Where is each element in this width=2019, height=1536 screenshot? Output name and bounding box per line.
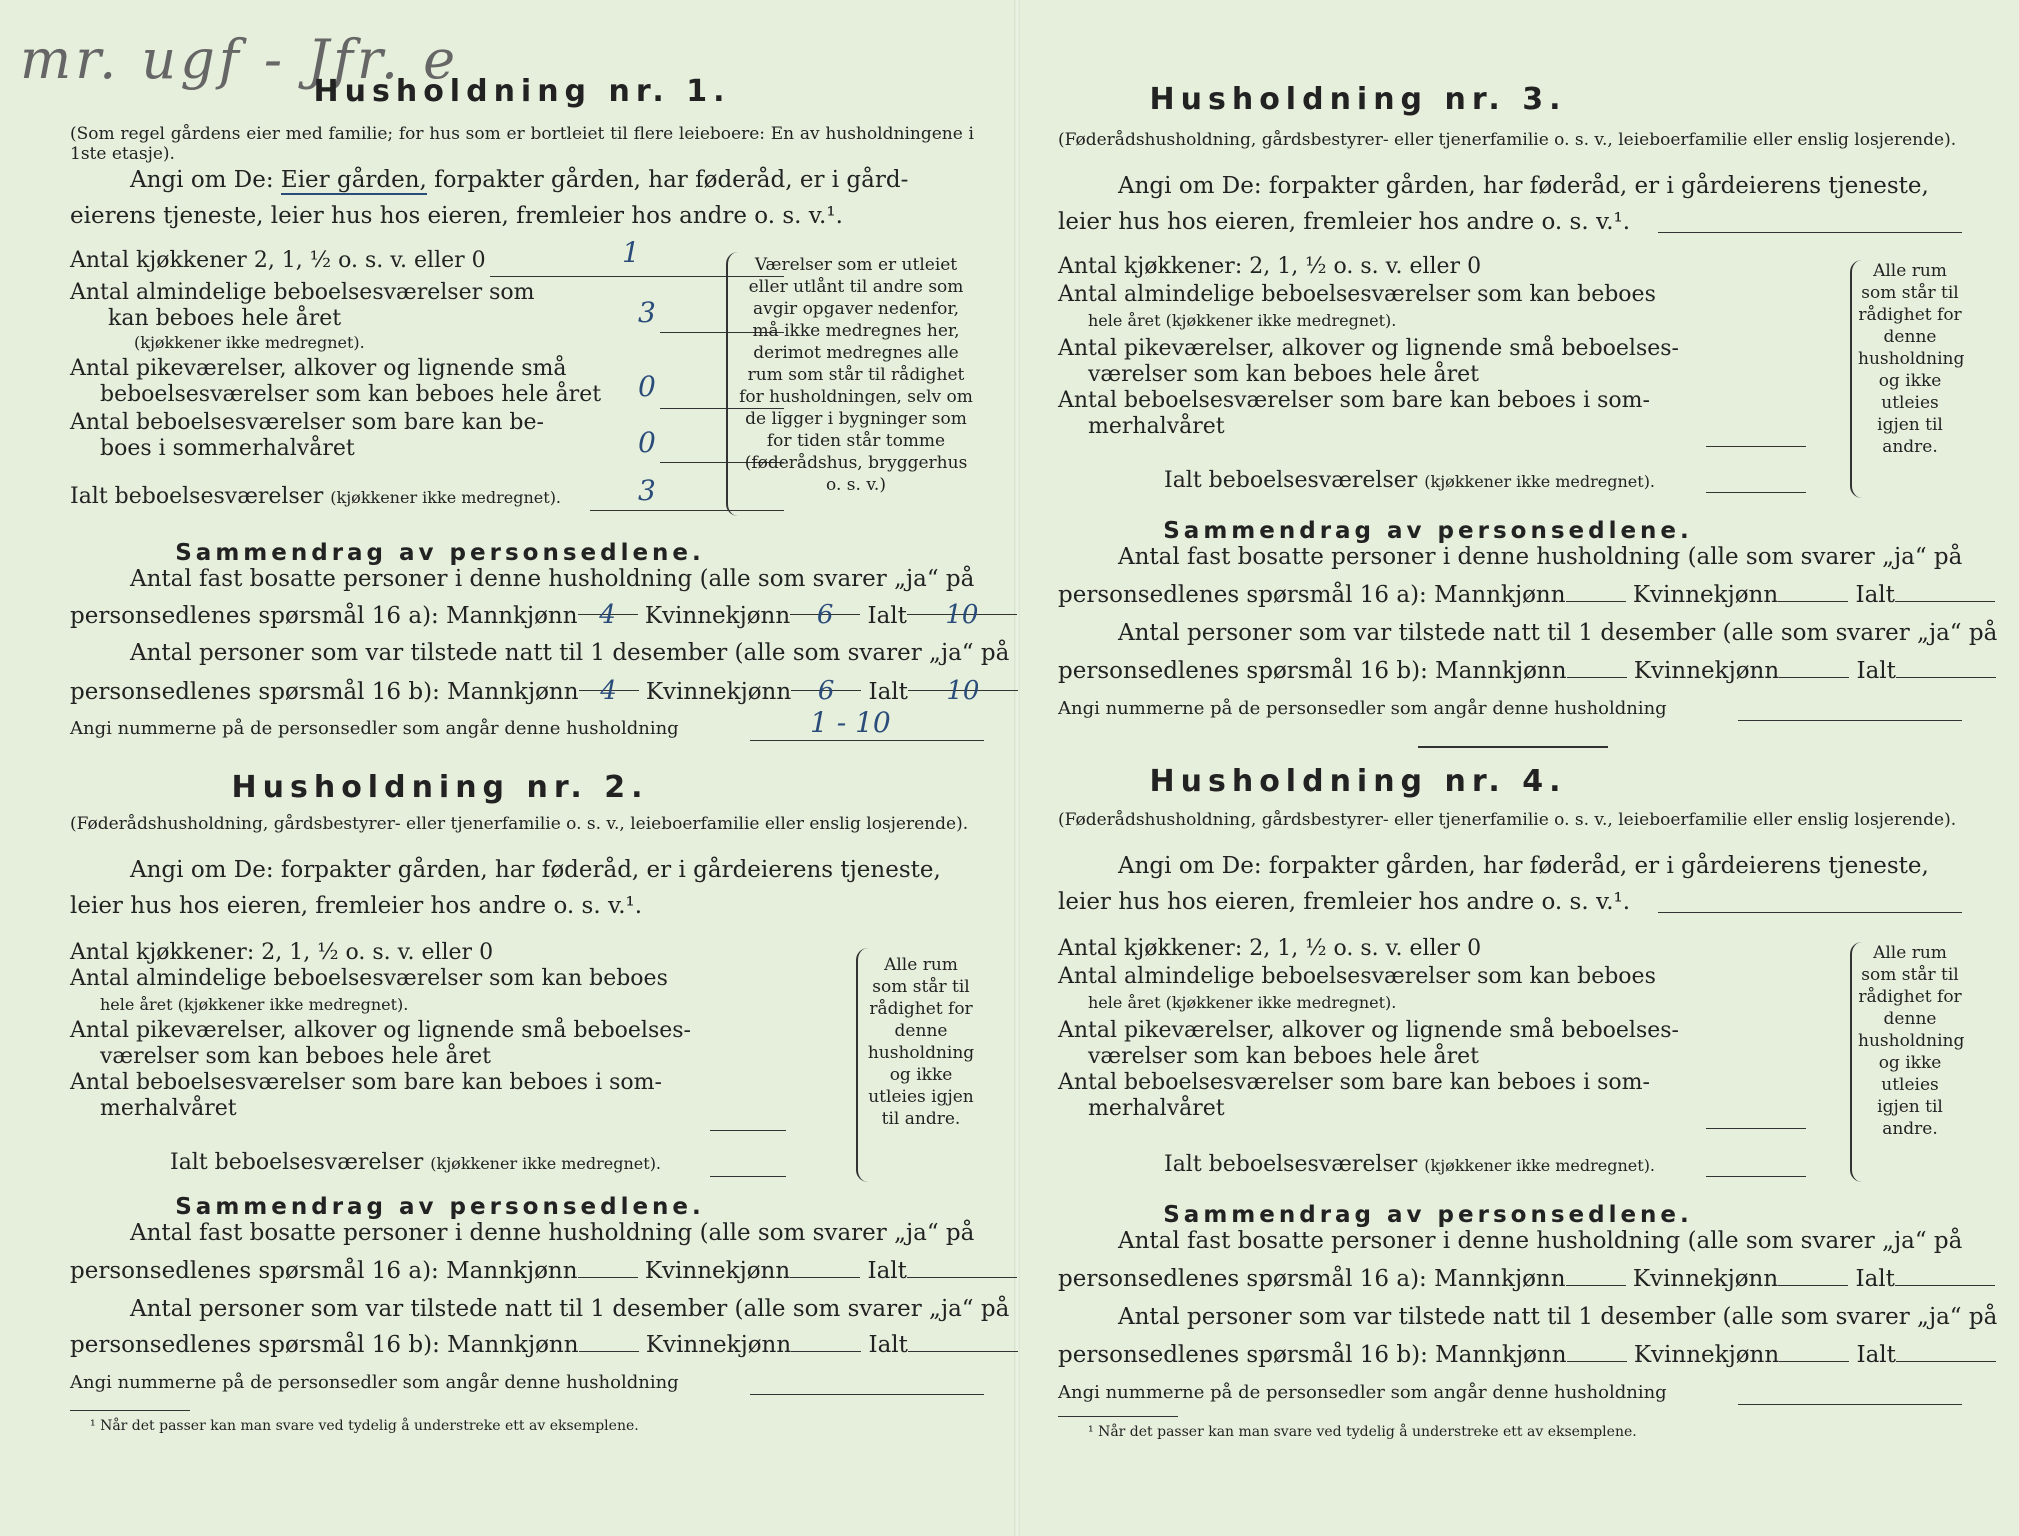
- mann-label: personsedlenes spørsmål 16 b): Mannkjønn: [1058, 1342, 1567, 1368]
- ialt-answer-line: [590, 510, 784, 511]
- pike-value[interactable]: 0: [638, 370, 656, 403]
- left-column: [70, 74, 1010, 1434]
- h4-ialt-line: [1706, 1176, 1806, 1177]
- ialt-value[interactable]: 3: [638, 474, 656, 507]
- angi-label: Angi om De:: [130, 167, 274, 193]
- h2-row-kjokkener: Antal kjøkkener: 2, 1, ½ o. s. v. eller 0: [70, 940, 494, 965]
- angi-options: forpakter gården, har føderåd, er i gård-: [434, 167, 909, 193]
- h2-angi-nummerne: Angi nummerne på de personsedler som angår denne husholdning: [70, 1372, 679, 1393]
- household-3-angi-line2: leier hus hos eieren, fremleier hos andre o. s. v.¹.: [1058, 209, 1631, 235]
- household-3-note: Alle rum som står til rådighet for denne husholdning og ikke utleies igjen til andre.: [1858, 261, 1965, 457]
- household-1-note: Værelser som er utleiet eller utlånt til andre som avgir opgaver nedenfor, må ikke medregnes her, derimot medregnes alle rum som står til rådighet for husholdningen, selv om de ligger i bygninger som for tiden står tomme (føderådshus, bryggerhus o. s. v.): [739, 255, 973, 495]
- h2-row-pike-1: Antal pikeværelser, alkover og lignende små beboelses-: [70, 1018, 691, 1043]
- ialt-label: Ialt: [867, 1258, 907, 1284]
- h4-row-somm-1: Antal beboelsesværelser som bare kan beboes i som-: [1058, 1070, 1650, 1095]
- footnote: ¹ Når det passer kan man svare ved tydelig å understreke ett av eksemplene.: [90, 1418, 639, 1434]
- footnote-rule: [70, 1410, 190, 1411]
- h3-row-pike-2: værelser som kan beboes hele året: [1088, 362, 1479, 387]
- kvinne-value: 6: [817, 676, 835, 706]
- household-3-angi-line1: Angi om De: forpakter gården, har føderåd, er i gårdeierens tjeneste,: [1118, 173, 1929, 199]
- ialt-field[interactable]: [1895, 1267, 1995, 1286]
- household-1-summary-title: Sammendrag av personsedlene.: [175, 540, 705, 566]
- h2-sum-line1: Antal fast bosatte personer i denne husholdning (alle som svarer „ja“ på: [130, 1220, 975, 1246]
- mann-field[interactable]: [1567, 1343, 1627, 1362]
- h3-ialt-line: [1706, 492, 1806, 493]
- h1-angi-nummerne: Angi nummerne på de personsedler som angår denne husholdning: [70, 718, 679, 739]
- h2-row-somm-2: merhalvåret: [100, 1096, 237, 1121]
- h3-row-somm-2: merhalvåret: [1088, 414, 1225, 439]
- ialt-note: (kjøkkener ikke medregnet).: [430, 1154, 662, 1173]
- household-4: [1058, 764, 1998, 1524]
- h3-row-alm-1: Antal almindelige beboelsesværelser som kan beboes: [1058, 282, 1656, 307]
- h3-h4-separator: [1418, 746, 1608, 748]
- mann-label: personsedlenes spørsmål 16 a): Mannkjønn: [1058, 1266, 1566, 1292]
- right-column: [1058, 82, 1998, 1440]
- row-ialt: [70, 484, 561, 510]
- household-2: [70, 770, 1010, 1530]
- ialt-note: (kjøkkener ikke medregnet).: [330, 488, 562, 507]
- household-4-note: Alle rum som står til rådighet for denne husholdning og ikke utleies igjen til andre.: [1858, 943, 1965, 1139]
- h2-nummerne-line: [750, 1394, 984, 1395]
- mann-label: personsedlenes spørsmål 16 b): Mannkjønn: [70, 679, 579, 705]
- ialt-label: Ialt beboelsesværelser: [70, 484, 324, 509]
- h4-row-alm-2: hele året (kjøkkener ikke medregnet).: [1088, 993, 1397, 1012]
- household-1-intro: (Som regel gårdens eier med familie; for hus som er bortleiet til flere leieboere: En av husholdningene i 1ste etasje).: [70, 124, 974, 164]
- kvinne-label: Kvinnekjønn: [644, 1258, 791, 1284]
- h2-row-pike-2: værelser som kan beboes hele året: [100, 1044, 491, 1069]
- household-2-note: Alle rum som står til rådighet for denne husholdning og ikke utleies igjen til andre.: [867, 955, 975, 1129]
- h2-row-ialt: [170, 1150, 661, 1176]
- row-somm-2: boes i sommerhalvåret: [100, 436, 355, 461]
- ialt-label: Ialt: [868, 1332, 908, 1358]
- row-pike-2: beboelsesværelser som kan beboes hele året: [100, 382, 602, 407]
- household-4-intro: (Føderådshusholdning, gårdsbestyrer- eller tjenerfamilie o. s. v., leieboerfamilie eller enslig losjerende).: [1058, 810, 1957, 830]
- ialt-label: Ialt beboelsesværelser: [1164, 468, 1418, 493]
- mann-value: 4: [599, 600, 616, 630]
- kvinne-label: Kvinnekjønn: [1633, 658, 1780, 684]
- kvinne-value: 6: [816, 600, 834, 630]
- mann-label: personsedlenes spørsmål 16 b): Mannkjønn: [1058, 658, 1567, 684]
- ialt-label: Ialt: [1855, 582, 1895, 608]
- h4-row-ialt: [1164, 1152, 1655, 1178]
- h3-sum-line1: Antal fast bosatte personer i denne husholdning (alle som svarer „ja“ på: [1118, 544, 1963, 570]
- household-4-angi-line2: leier hus hos eieren, fremleier hos andre o. s. v.¹.: [1058, 889, 1631, 915]
- household-2-title: Husholdning nr. 2.: [231, 770, 649, 805]
- household-1-angi-line1: [130, 162, 908, 198]
- ialt-field[interactable]: [908, 1333, 1018, 1352]
- ialt-label: Ialt beboelsesværelser: [1164, 1152, 1418, 1177]
- h2-ialt-line: [710, 1176, 786, 1177]
- h3-row-alm-2: hele året (kjøkkener ikke medregnet).: [1088, 311, 1397, 330]
- h2-row-alm-1: Antal almindelige beboelsesværelser som kan beboes: [70, 966, 668, 991]
- h4-sum-line1: Antal fast bosatte personer i denne husholdning (alle som svarer „ja“ på: [1118, 1228, 1963, 1254]
- ialt-label: Ialt: [1856, 658, 1896, 684]
- mann-field[interactable]: [578, 1259, 638, 1278]
- ialt-label: Ialt: [867, 603, 907, 629]
- household-4-angi-line1: Angi om De: forpakter gården, har føderåd, er i gårdeierens tjeneste,: [1118, 853, 1929, 879]
- nummerne-line: [750, 740, 984, 741]
- household-3: [1058, 82, 1998, 742]
- h2-sum-line2: [70, 1252, 1017, 1290]
- household-2-angi-line2: leier hus hos eieren, fremleier hos andre o. s. v.¹.: [70, 893, 643, 919]
- h4-row-somm-2: merhalvåret: [1088, 1096, 1225, 1121]
- eier-option-underlined[interactable]: Eier gården,: [280, 167, 427, 193]
- ialt-field[interactable]: [1895, 583, 1995, 602]
- kvinne-field[interactable]: [790, 596, 860, 630]
- ialt-note: (kjøkkener ikke medregnet).: [1424, 1156, 1656, 1175]
- row-somm-1: Antal beboelsesværelser som bare kan be-: [70, 410, 544, 435]
- ialt-label: Ialt: [868, 679, 908, 705]
- kvinne-label: Kvinnekjønn: [644, 603, 791, 629]
- h1-sum-line2: [70, 596, 1017, 635]
- h4-sum-line3: Antal personer som var tilstede natt til 1 desember (alle som svarer „ja“ på: [1118, 1304, 1998, 1330]
- page-fold: [1014, 0, 1020, 1536]
- household-2-summary-title: Sammendrag av personsedlene.: [175, 1194, 705, 1220]
- row-pike-1: Antal pikeværelser, alkover og lignende små: [70, 356, 567, 381]
- h2-somm-line: [710, 1130, 786, 1131]
- h2-row-somm-1: Antal beboelsesværelser som bare kan beboes i som-: [70, 1070, 662, 1095]
- alm-value[interactable]: 3: [638, 296, 656, 329]
- h4-angi-line: [1658, 912, 1962, 913]
- household-1: [70, 74, 1010, 739]
- h3-row-ialt: [1164, 468, 1655, 494]
- ialt-value: 10: [946, 676, 980, 706]
- h4-sum-line4: [1058, 1336, 1996, 1374]
- h4-row-pike-1: Antal pikeværelser, alkover og lignende små beboelses-: [1058, 1018, 1679, 1043]
- mann-label: personsedlenes spørsmål 16 a): Mannkjønn: [70, 603, 578, 629]
- h4-angi-nummerne: Angi nummerne på de personsedler som angår denne husholdning: [1058, 1382, 1667, 1403]
- household-2-intro: (Føderådshusholdning, gårdsbestyrer- eller tjenerfamilie o. s. v., leieboerfamilie eller enslig losjerende).: [70, 814, 969, 834]
- mann-field[interactable]: [579, 1333, 639, 1352]
- somm-value[interactable]: 0: [638, 426, 656, 459]
- h3-row-pike-1: Antal pikeværelser, alkover og lignende små beboelses-: [1058, 336, 1679, 361]
- row-alm-3: (kjøkkener ikke medregnet).: [134, 333, 365, 352]
- h4-nummerne-line: [1738, 1404, 1962, 1405]
- h1-sum-line3: Antal personer som var tilstede natt til 1 desember (alle som svarer „ja“ på: [130, 640, 1010, 666]
- ialt-label: Ialt beboelsesværelser: [170, 1150, 424, 1175]
- h4-row-kjokkener: Antal kjøkkener: 2, 1, ½ o. s. v. eller 0: [1058, 936, 1482, 961]
- h3-angi-nummerne: Angi nummerne på de personsedler som angår denne husholdning: [1058, 698, 1667, 719]
- footnote: ¹ Når det passer kan man svare ved tydelig å understreke ett av eksemplene.: [1088, 1424, 1637, 1440]
- footnote-rule: [1058, 1416, 1178, 1417]
- kvinne-label: Kvinnekjønn: [1632, 582, 1779, 608]
- mann-label: personsedlenes spørsmål 16 b): Mannkjønn: [70, 1332, 579, 1358]
- h3-row-kjokkener: Antal kjøkkener: 2, 1, ½ o. s. v. eller 0: [1058, 254, 1482, 279]
- handwritten-annotation: mr. ugf - Jfr. e: [20, 28, 460, 91]
- kvinne-field[interactable]: [1779, 1343, 1849, 1362]
- ialt-field[interactable]: [1896, 1343, 1996, 1362]
- household-3-title: Husholdning nr. 3.: [1149, 82, 1567, 117]
- ialt-label: Ialt: [1856, 1342, 1896, 1368]
- mann-field[interactable]: [578, 596, 638, 630]
- mann-field[interactable]: [579, 672, 639, 706]
- h4-sum-line2: [1058, 1260, 1995, 1298]
- household-1-title: Husholdning nr. 1.: [313, 74, 731, 109]
- ialt-label: Ialt: [1855, 1266, 1895, 1292]
- kvinne-field[interactable]: [1778, 583, 1848, 602]
- h1-sum-line1: Antal fast bosatte personer i denne husholdning (alle som svarer „ja“ på: [130, 566, 975, 592]
- row-alm-2: kan beboes hele året: [108, 306, 342, 331]
- ialt-field[interactable]: [907, 1259, 1017, 1278]
- kvinne-field[interactable]: [1778, 1267, 1848, 1286]
- h3-sum-line3: Antal personer som var tilstede natt til 1 desember (alle som svarer „ja“ på: [1118, 620, 1998, 646]
- row-alm-1: Antal almindelige beboelsesværelser som: [70, 280, 535, 305]
- household-4-summary-title: Sammendrag av personsedlene.: [1163, 1202, 1693, 1228]
- kvinne-label: Kvinnekjønn: [1632, 1266, 1779, 1292]
- kvinne-field[interactable]: [790, 1259, 860, 1278]
- ialt-value: 10: [945, 600, 979, 630]
- h2-sum-line3: Antal personer som var tilstede natt til 1 desember (alle som svarer „ja“ på: [130, 1296, 1010, 1322]
- kvinne-field[interactable]: [791, 672, 861, 706]
- h3-angi-line: [1658, 232, 1962, 233]
- h4-row-pike-2: værelser som kan beboes hele året: [1088, 1044, 1479, 1069]
- h3-nummerne-line: [1738, 720, 1962, 721]
- h2-sum-line4: [70, 1326, 1018, 1364]
- ialt-field[interactable]: [907, 596, 1017, 630]
- household-3-summary-title: Sammendrag av personsedlene.: [1163, 518, 1693, 544]
- h4-somm-line: [1706, 1128, 1806, 1129]
- household-1-angi-line2: eierens tjeneste, leier hus hos eieren, fremleier hos andre o. s. v.¹.: [70, 203, 843, 229]
- household-3-intro: (Føderådshusholdning, gårdsbestyrer- eller tjenerfamilie o. s. v., leieboerfamilie eller enslig losjerende).: [1058, 130, 1957, 150]
- ialt-field[interactable]: [908, 672, 1018, 706]
- mann-field[interactable]: [1566, 583, 1626, 602]
- household-4-title: Husholdning nr. 4.: [1149, 764, 1567, 799]
- mann-field[interactable]: [1567, 659, 1627, 678]
- kvinne-field[interactable]: [791, 1333, 861, 1352]
- kvinne-label: Kvinnekjønn: [1633, 1342, 1780, 1368]
- h3-row-somm-1: Antal beboelsesværelser som bare kan beboes i som-: [1058, 388, 1650, 413]
- kvinne-field[interactable]: [1779, 659, 1849, 678]
- h4-row-alm-1: Antal almindelige beboelsesværelser som kan beboes: [1058, 964, 1656, 989]
- h3-sum-line2: [1058, 576, 1995, 614]
- nummerne-value[interactable]: 1 - 10: [810, 706, 891, 739]
- kvinne-label: Kvinnekjønn: [645, 1332, 792, 1358]
- mann-label: personsedlenes spørsmål 16 a): Mannkjønn: [70, 1258, 578, 1284]
- note-bracket: [726, 252, 738, 516]
- kjokkener-value[interactable]: 1: [622, 236, 640, 269]
- ialt-note: (kjøkkener ikke medregnet).: [1424, 472, 1656, 491]
- mann-field[interactable]: [1566, 1267, 1626, 1286]
- mann-label: personsedlenes spørsmål 16 a): Mannkjønn: [1058, 582, 1566, 608]
- h3-sum-line4: [1058, 652, 1996, 690]
- h2-row-alm-2: hele året (kjøkkener ikke medregnet).: [100, 995, 409, 1014]
- mann-value: 4: [600, 676, 617, 706]
- row-kjokkener: Antal kjøkkener 2, 1, ½ o. s. v. eller 0: [70, 248, 486, 273]
- kvinne-label: Kvinnekjønn: [645, 679, 792, 705]
- household-2-angi-line1: Angi om De: forpakter gården, har føderåd, er i gårdeierens tjeneste,: [130, 857, 941, 883]
- ialt-field[interactable]: [1896, 659, 1996, 678]
- h3-somm-line: [1706, 446, 1806, 447]
